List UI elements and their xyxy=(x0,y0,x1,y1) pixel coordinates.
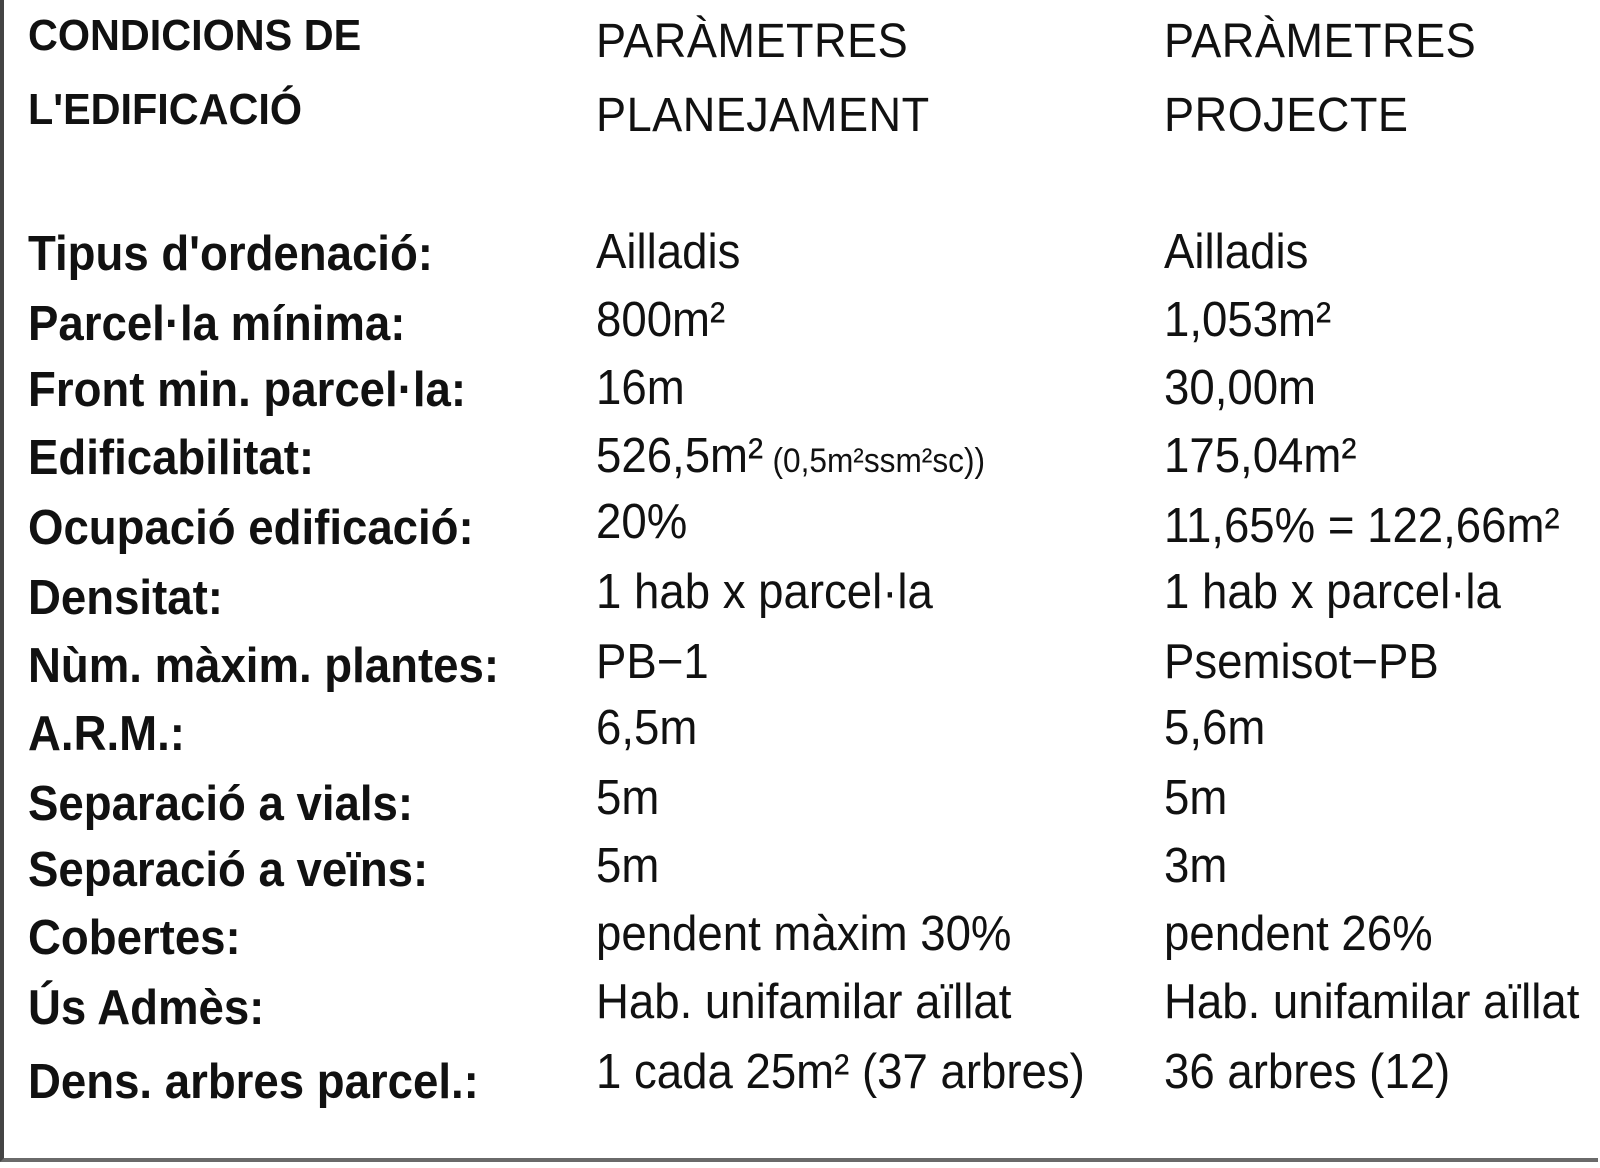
row-label: Dens. arbres parcel.: xyxy=(28,1055,479,1109)
header-conditions-line1: CONDICIONS DE xyxy=(28,11,362,60)
row-projecte-value: 1 hab x parcel·la xyxy=(1164,565,1501,619)
row-projecte-value: 30,00m xyxy=(1164,361,1316,415)
planejament-main-value: 526,5m² xyxy=(596,429,764,483)
row-projecte-value: 36 arbres (12) xyxy=(1164,1045,1451,1099)
row-planejament-value: PB−1 xyxy=(596,635,709,689)
row-label: Tipus d'ordenació: xyxy=(28,227,433,281)
row-planejament-value: Hab. unifamilar aïllat xyxy=(596,975,1012,1029)
row-planejament-value: 16m xyxy=(596,361,685,415)
row-projecte-value: 5,6m xyxy=(1164,701,1266,755)
row-planejament-value: 800m² xyxy=(596,293,726,347)
row-projecte-value: Psemisot−PB xyxy=(1164,635,1439,689)
row-projecte-value: Ailladis xyxy=(1164,225,1309,279)
row-label: Front min. parcel·la: xyxy=(28,363,467,417)
row-label: Densitat: xyxy=(28,571,223,625)
row-label: Parcel·la mínima: xyxy=(28,297,406,351)
row-projecte-value: 1,053m² xyxy=(1164,293,1332,347)
row-label: A.R.M.: xyxy=(28,707,185,761)
row-label: Nùm. màxim. plantes: xyxy=(28,639,500,693)
row-planejament-value: 6,5m xyxy=(596,701,698,755)
header-conditions-line2: L'EDIFICACIÓ xyxy=(28,85,303,134)
row-projecte-value: 5m xyxy=(1164,771,1228,825)
row-planejament-value: 1 hab x parcel·la xyxy=(596,565,933,619)
row-planejament-value xyxy=(596,429,986,483)
row-label: Separació a vials: xyxy=(28,777,414,831)
row-projecte-value: 175,04m² xyxy=(1164,429,1357,483)
row-planejament-value: pendent màxim 30% xyxy=(596,907,1012,961)
planejament-note: (0,5m²ssm²sc)) xyxy=(772,442,986,480)
row-planejament-value: 1 cada 25m² (37 arbres) xyxy=(596,1045,1085,1099)
row-planejament-value: 5m xyxy=(596,771,660,825)
header-planejament-line1: PARÀMETRES xyxy=(596,15,909,68)
header-planejament-line2: PLANEJAMENT xyxy=(596,89,930,142)
row-projecte-value: pendent 26% xyxy=(1164,907,1433,961)
row-label: Edificabilitat: xyxy=(28,431,315,485)
row-projecte-value: Hab. unifamilar aïllat xyxy=(1164,975,1580,1029)
row-label: Cobertes: xyxy=(28,911,241,965)
row-projecte-value: 3m xyxy=(1164,839,1228,893)
header-projecte-line2: PROJECTE xyxy=(1164,89,1409,142)
row-label: Ocupació edificació: xyxy=(28,501,474,555)
row-planejament-value: 20% xyxy=(596,495,688,549)
header-projecte-line1: PARÀMETRES xyxy=(1164,15,1477,68)
row-label: Ús Admès: xyxy=(28,981,265,1035)
row-label: Separació a veïns: xyxy=(28,843,429,897)
row-planejament-value: Ailladis xyxy=(596,225,741,279)
row-projecte-value: 11,65% = 122,66m² xyxy=(1164,499,1560,553)
row-planejament-value: 5m xyxy=(596,839,660,893)
